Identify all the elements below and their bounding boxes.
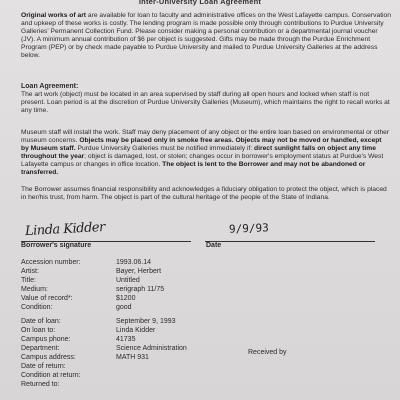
artist-label: Artist: bbox=[21, 268, 39, 275]
borrower-signature: Linda Kidder bbox=[24, 219, 106, 240]
value-label: Value of record*: bbox=[21, 295, 73, 302]
loan-agreement-heading: Loan Agreement: bbox=[21, 83, 79, 90]
loan-agreement-text: The art work (object) must be located in an area supervised by staff during all open hours and locked when staff is not present. Loan period is at the discretion of Purdue University Galleries (Museum), which maintains the right to recall works at any time. bbox=[21, 91, 390, 115]
campus-phone-label: Campus phone: bbox=[21, 336, 71, 343]
value-value: $1200 bbox=[116, 295, 136, 302]
loan-agreement-paragraph bbox=[21, 83, 391, 115]
install-text-1: Museum staff will install the work. Staff may deny placement of any object or the entire loan based on environmental or other museum concerns. bbox=[21, 129, 390, 145]
medium-label: Medium: bbox=[21, 286, 48, 293]
signature-row bbox=[21, 219, 391, 252]
title-value: Untitled bbox=[116, 277, 140, 284]
on-loan-to-label: On loan to: bbox=[21, 327, 56, 334]
accession-value: 1993.06.14 bbox=[116, 259, 152, 266]
returned-to-label: Returned to: bbox=[21, 381, 60, 388]
accession-label: Accession number: bbox=[21, 259, 81, 266]
date-label: Date bbox=[206, 242, 222, 249]
department-value: Science Administration bbox=[116, 345, 187, 352]
condition-label: Condition: bbox=[21, 304, 53, 311]
artist-value: Bayer, Herbert bbox=[116, 268, 162, 275]
intro-text: are available for loan to faculty and administrative offices on the West Lafayette campus. Conservation and upkeep of these works is costly. The lending program is made possible only through contributions to Purdue University Galleries' Permanent Collection Fund. Please consider making a personal contribution or a departmental journal voucher (JV). A minimum annual contribution of $6 per object is suggested. Gifts may be made through the Purdue Enrichment Program (PEP) or by check made payable to Purdue University and mailed to Purdue University Galleries at the address below. bbox=[21, 12, 391, 60]
installation-paragraph bbox=[21, 129, 391, 178]
campus-address-label: Campus address: bbox=[21, 354, 76, 361]
responsibility-text: The Borrower assumes financial responsibility and acknowledges a fiduciary obligation to protect the object, which is placed in her/his trust, from harm. The object is part of the cultural heritage of the people of the State of Indiana. bbox=[21, 186, 387, 202]
condition-at-return-label: Condition at return: bbox=[21, 372, 81, 379]
intro-paragraph bbox=[21, 12, 391, 61]
date-of-return-label: Date of return: bbox=[21, 363, 66, 370]
document-title: Inter-University Loan Agreement bbox=[138, 0, 262, 6]
signature-label: Borrower's signature bbox=[21, 242, 92, 249]
campus-phone-value: 41735 bbox=[116, 336, 136, 343]
install-bold-3: The object is lent to the Borrower and may not be abandoned or transferred. bbox=[21, 161, 366, 177]
responsibility-paragraph bbox=[21, 186, 391, 202]
handwritten-date: 9/9/93 bbox=[228, 221, 269, 236]
received-by-label: Received by bbox=[248, 349, 287, 356]
medium-value: serigraph 11/75 bbox=[116, 286, 165, 293]
install-bold-1: Objects may be placed only in smoke free areas. Objects may not be moved or handled, except by Museum staff. bbox=[21, 137, 382, 153]
install-text-2: Purdue University Galleries must be notified immediately if: bbox=[75, 145, 255, 153]
intro-bold-lead: Original works of art bbox=[21, 12, 87, 19]
date-of-loan-value: September 9, 1993 bbox=[116, 318, 176, 325]
condition-value: good bbox=[116, 304, 132, 311]
department-label: Department: bbox=[21, 345, 60, 352]
install-bold-2: direct sunlight falls on object any time throughout the year bbox=[21, 145, 376, 161]
date-of-loan-label: Date of loan: bbox=[21, 318, 61, 325]
campus-address-value: MATH 931 bbox=[116, 354, 149, 361]
install-text-3: ; object is damaged, lost, or stolen; changes occur in borrower's employment status at Purdue's West Lafayette campus or changes in office location. bbox=[21, 153, 384, 169]
on-loan-to-value: Linda Kidder bbox=[116, 327, 156, 334]
title-label: Title: bbox=[21, 277, 36, 284]
date-line bbox=[205, 241, 375, 242]
